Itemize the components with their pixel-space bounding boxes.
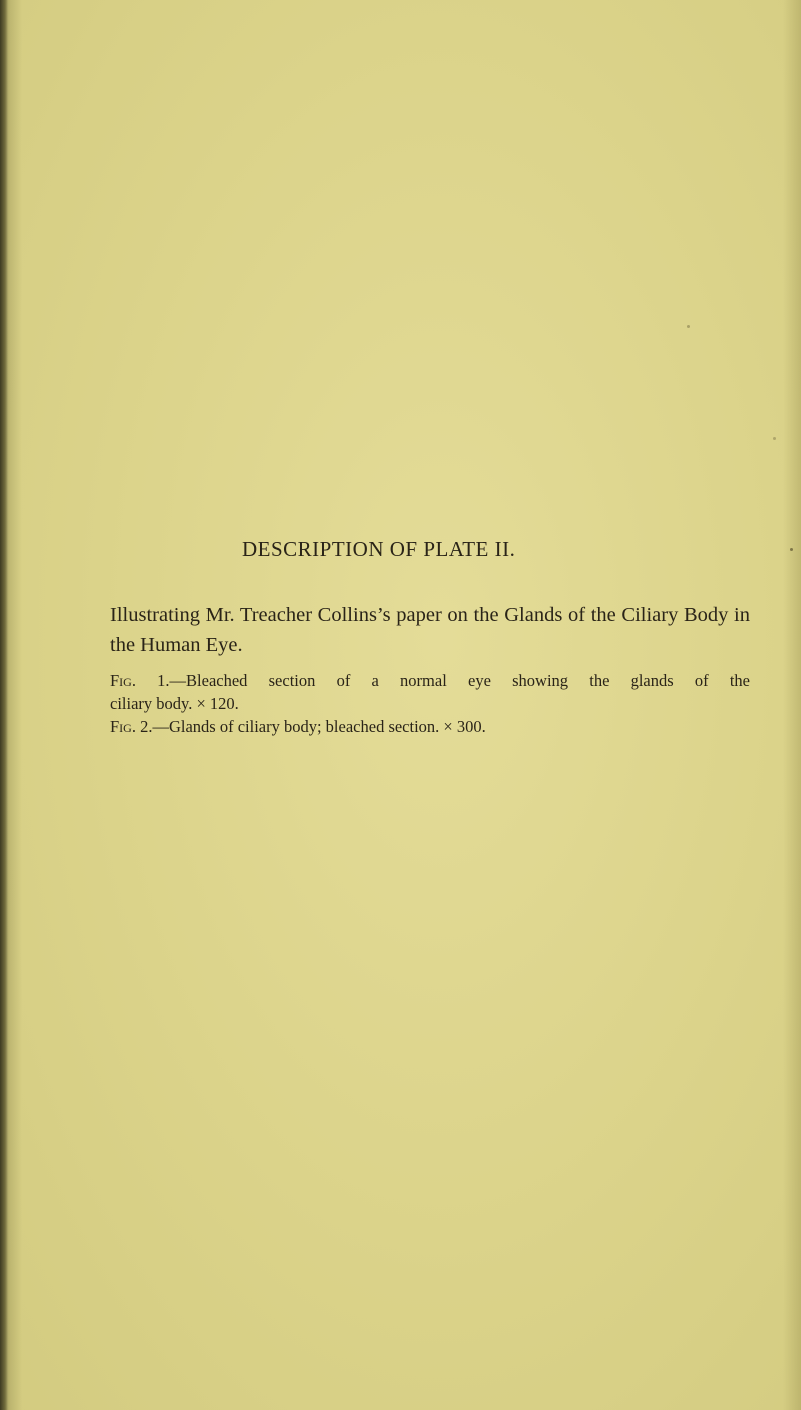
figure-1-caption-line-1 xyxy=(110,669,750,692)
plate-description-heading: DESCRIPTION OF PLATE II. xyxy=(242,537,516,561)
figure-1-text: 1.—Bleached section of a normal eye showing the glands of the xyxy=(135,671,750,690)
figure-1-caption xyxy=(110,669,750,715)
figure-2-text: 2.—Glands of ciliary body; bleached section. × 300. xyxy=(135,717,486,736)
figure-1-caption-line-2: ciliary body. × 120. xyxy=(110,694,239,713)
plate-intro-paragraph: Illustrating Mr. Treacher Collins’s paper on the Glands of the Ciliary Body in the Human Eye. xyxy=(110,604,750,656)
book-spine-shadow xyxy=(0,0,8,1410)
paper-speck xyxy=(790,548,793,551)
paper-speck xyxy=(773,437,776,440)
figure-2-label: Fig. xyxy=(110,717,136,736)
paper-speck xyxy=(687,325,690,328)
figure-1-label: Fig. xyxy=(110,671,136,690)
figure-2-caption xyxy=(110,715,750,738)
